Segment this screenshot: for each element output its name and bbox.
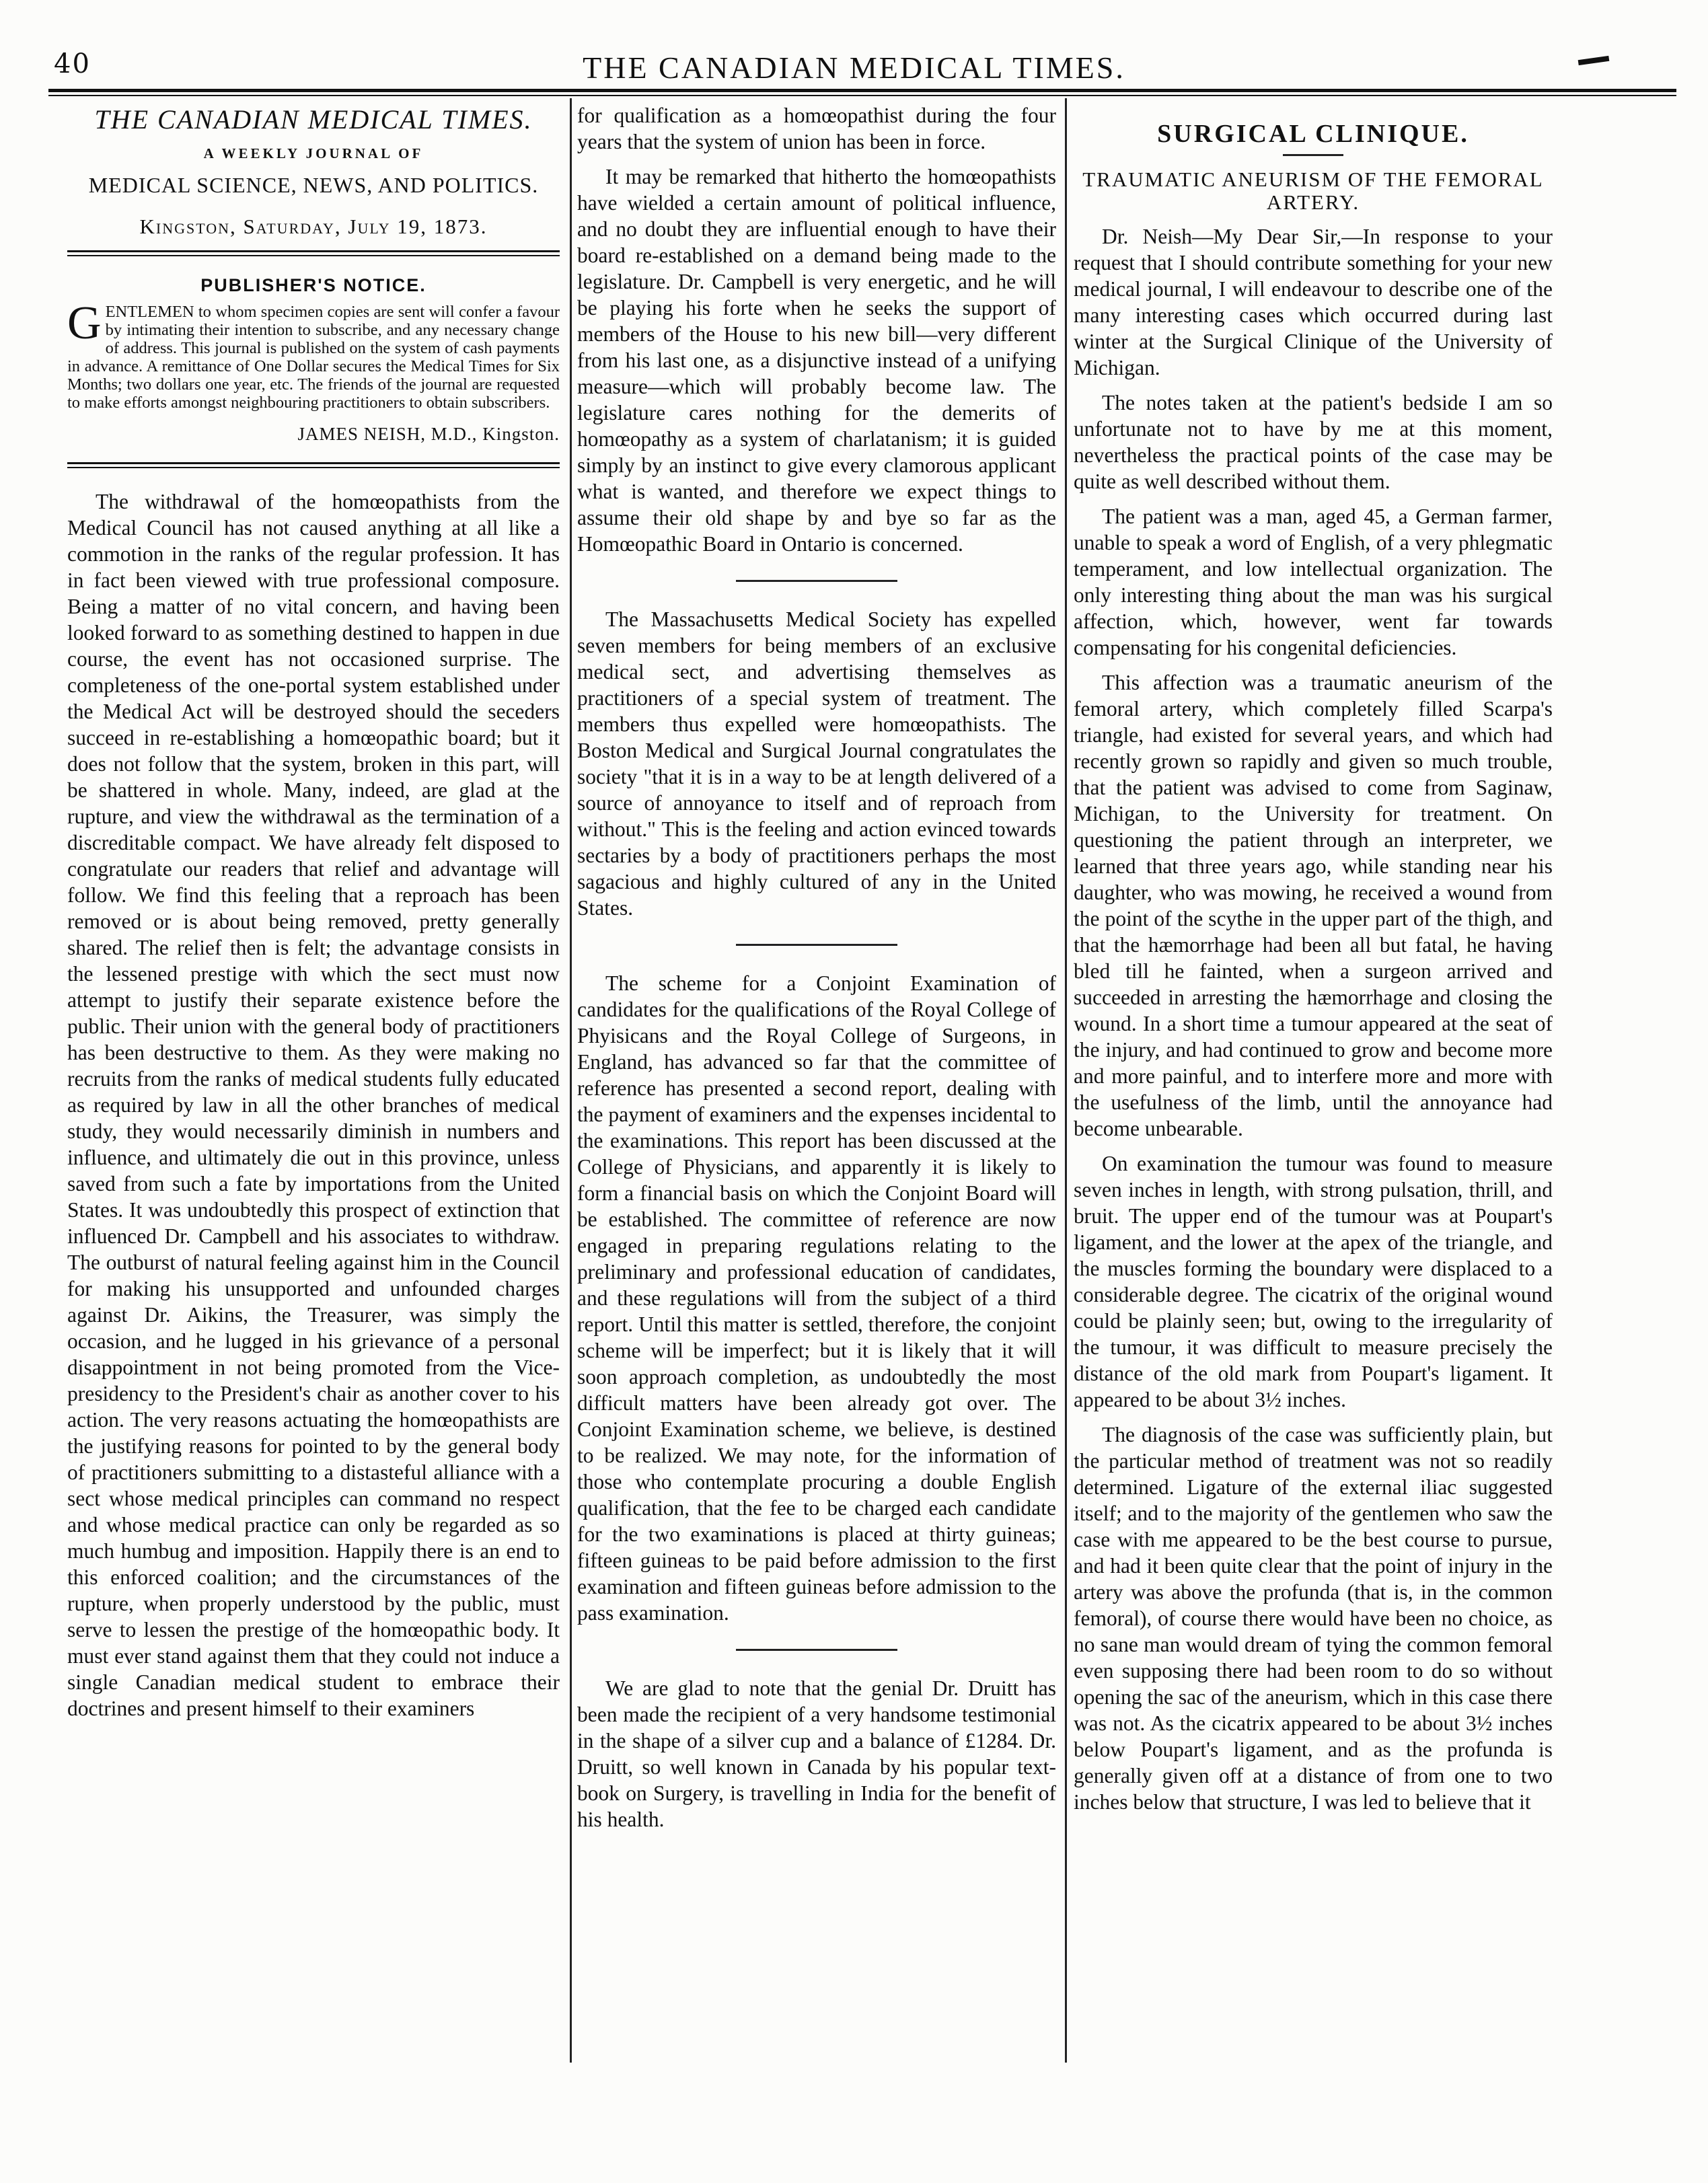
masthead-subtitle: A WEEKLY JOURNAL OF bbox=[203, 145, 424, 161]
section-title-rule bbox=[1283, 154, 1343, 156]
column-1 bbox=[67, 102, 560, 1730]
conjoint-examination-item: The scheme for a Conjoint Examination of candidates for the qualifications of the Royal College of Phyisicans and the Royal College of Surgeons, in England, has advanced so far that the committee of reference has presented a second report, dealing with the payment of examiners and the expenses incidental to the examinations. This report has been discussed at the College of Physicians, and apparently it is likely to form a financial basis on which the Conjoint Board will be established. The committee of reference are now engaged in preparing regulations relating to the preliminary and professional education of candidates, and these regulations will from the subject of a third report. Until this matter is settled, therefore, the conjoint scheme will be imperfect; but it is likely that it will soon approach completion, as undoubtedly the most difficult matters have been already got over. The Conjoint Examination scheme, we believe, is destined to be realized. We may note, for the information of those who contemplate procuring a double English qualification, that the fee to be charged each candidate for the two examinations is placed at thirty guineas; fifteen guineas to be paid before admission to the first examination and fifteen guineas before admission to the pass examination. bbox=[577, 971, 1057, 1625]
article-paragraph: This affection was a traumatic aneurism of the femoral artery, which completely filled Scarpa's triangle, had existed for several years, and which had recently grown so rapidly and given so much trouble, that the patient was advised to come from Saginaw, Michigan, to the University for treatment. On questioning the patient through an interpreter, we learned that three years ago, while standing near his daughter, who was mowing, he received a wound from the point of the scythe in the upper part of the thigh, and that the hæmorrhage had been all but fatal, he having bled till he fainted, when a surgeon arrived and succeeded in arresting the hæmorrhage and closing the wound. In a short time a tumour appeared at the seat of the injury, and had continued to grow and become more and more painful, and to interfere more and more with the usefulness of the limb, until the annoyance had become unbearable. bbox=[1074, 671, 1553, 1140]
article-title: TRAUMATIC ANEURISM OF THE FEMORAL ARTERY. bbox=[1082, 168, 1544, 214]
masthead-rule bbox=[67, 250, 560, 256]
section-title: SURGICAL CLINIQUE. bbox=[1157, 120, 1469, 148]
column-3 bbox=[1074, 102, 1553, 1824]
column-divider-1 bbox=[570, 98, 572, 2063]
masthead-title: THE CANADIAN MEDICAL TIMES. bbox=[94, 104, 533, 135]
notice-body: ENTLEMEN to whom specimen copies are sent will confer a favour by intimating their intention to subscribe, and any necessary change of address. This journal is published on the system of cash payments in advance. A remittance of One Dollar secures the Medical Times for Six Months; two dollars one year, etc. The friends of the journal are requested to make efforts amongst neighbouring practitioners to obtain subscribers. bbox=[67, 303, 560, 412]
editorial-paragraph: It may be remarked that hitherto the homœopathists have wielded a certain amount of political influence, and no doubt they are influential enough to have their board re-established on a demand being made to the legislature. Dr. Campbell is very energetic, and he will be playing his forte when he seeks the support of members of the House to his new bill—very different from his last one, as a disjunctive instead of a unifying measure—which will probably become law. The legislature cares nothing for the demerits of homœopathy as a system of charlatanism; it is guided simply by an instinct to give every clamorous applicant what is wanted, and therefore we expect things to assume their old shape by and bye so far as the Homœopathic Board in Ontario is concerned. bbox=[577, 165, 1056, 556]
column-2 bbox=[577, 102, 1056, 1841]
page-number: 40 bbox=[54, 48, 91, 79]
publisher-notice bbox=[67, 297, 560, 412]
article-paragraph: The patient was a man, aged 45, a German farmer, unable to speak a word of English, of a very phlegmatic temperament, and low intellectual organization. The only interesting thing about the man was his surgical affection, which, however, went far towards compensating for his congenital deficiencies. bbox=[1074, 505, 1553, 659]
column-divider-2 bbox=[1065, 98, 1067, 2063]
notice-rule bbox=[67, 462, 560, 468]
section-rule bbox=[736, 580, 897, 582]
article-paragraph: On examination the tumour was found to measure seven inches in length, with strong pulsation, thrill, and bruit. The upper end of the tumour was at Poupart's ligament, and the lower at the apex of the triangle, and the muscles forming the boundary were displaced to a considerable degree. The cicatrix of the original wound could be plainly seen; but, owing to the irregularity of the tumour, it was difficult to measure precisely the distance of the old mark from Poupart's ligament. It appeared to be about 3½ inches. bbox=[1074, 1152, 1553, 1411]
section-rule bbox=[736, 944, 897, 946]
running-head-title: THE CANADIAN MEDICAL TIMES. bbox=[583, 50, 1125, 85]
notice-title: PUBLISHER'S NOTICE. bbox=[200, 275, 426, 295]
notice-signature: JAMES NEISH, M.D., Kingston. bbox=[297, 424, 560, 444]
editorial-continuation: for qualification as a homœopathist during the four years that the system of union has been in force. bbox=[577, 104, 1056, 153]
editorial-paragraph: The withdrawal of the homœopathists from the Medical Council has not caused anything at all like a commotion in the ranks of the regular profession. It has in fact been viewed with true professional composure. Being a matter of no vital concern, and having been looked forward to as something destined to happen in due course, the event has not occasioned surprise. The completeness of the one-portal system established under the Medical Act will be destroyed should the seceders succeed in re-establishing a homœopathic board; but it does not follow that the system, broken in this part, will be shattered in whole. Many, indeed, are glad at the rupture, and view the withdrawal as the termination of a discreditable compact. We have already felt disposed to congratulate our readers that relief and advantage will follow. We find this feeling that a reproach has been removed or is about being removed, pretty generally shared. The relief then is felt; the advantage consists in the lessened prestige with which the sect must now attempt to justify their separate existence before the public. Their union with the general body of practitioners has been destructive to them. As they were making no recruits from the ranks of medical students fully educated as required by law in all the other branches of medical study, they would necessarily diminish in numbers and influence, and ultimately die out in this province, unless saved from such a fate by importations from the United States. It was undoubtedly this prospect of extinction that influenced Dr. Campbell and his associates to withdraw. The outburst of natural feeling against him in the Council for making his unsupported and unfounded charges against Dr. Aikins, the Treasurer, was simply the occasion, and he lugged in his grievance of a personal disappointment in not being promoted from the Vice-presidency to the President's chair as another cover to his action. The very reasons actuating the homœopathists are the justifying reasons for pointed to by the general body of practitioners submitting to a distasteful alliance with a sect whose medical principles can command no respect and whose medical practice can only be regarded as so much humbug and imposition. Happily there is an end to this enforced coalition; and the circumstances of the rupture, when properly understood by the public, must serve to lessen the prestige of the homœopathic body. It must ever stand against them that they could not induce a single Canadian medical student to embrace their doctrines and present himself to their examiners bbox=[67, 490, 560, 1720]
masthead-dateline: Kingston, Saturday, July 19, 1873. bbox=[139, 215, 488, 238]
article-paragraph: The diagnosis of the case was sufficiently plain, but the particular method of treatment was not so readily determined. Ligature of the external iliac suggested itself; and to the majority of the gentlemen who saw the case with me appeared to be the best course to pursue, and had it been quite clear that the point of injury in the artery was above the profunda (that is, in the common femoral), of course there would have been no choice, as no sane man would dream of tying the common femoral even supposing there had been room to do so without opening the sac of the aneurism, which in this case there was not. As the cicatrix appeared to be about 3½ inches below Poupart's ligament, and as the profunda is generally given off at a distance of from one to two inches below that structure, I was led to believe that it bbox=[1074, 1423, 1553, 1814]
header-rule-thin bbox=[48, 95, 1676, 96]
notice-dropcap: G bbox=[67, 297, 102, 349]
massachusetts-item: The Massachusetts Medical Society has expelled seven members for being members of an exclusive medical sect, and advertising themselves as practitioners of a special system of treatment. The members thus expelled were homœopathists. The Boston Medical and Surgical Journal congratulates the society "that it is in a way to be at length delivered of a source of annoyance to itself and of reproach from without." This is the feeling and action evinced towards sectaries by a body of practitioners perhaps the most sagacious and highly cultured of any in the United States. bbox=[577, 607, 1056, 920]
section-rule bbox=[736, 1649, 897, 1651]
header-rule bbox=[48, 89, 1676, 92]
article-paragraph: Dr. Neish—My Dear Sir,—In response to your request that I should contribute something for your new medical journal, I will endeavour to describe one of the many interesting cases which occurred during last winter at the Surgical Clinique of the University of Michigan. bbox=[1074, 225, 1553, 379]
druitt-item: We are glad to note that the genial Dr. Druitt has been made the recipient of a very handsome testimonial in the shape of a silver cup and a balance of £1284. Dr. Druitt, so well known in Canada by his popular text-book on Surgery, is travelling in India for the benefit of his health. bbox=[577, 1676, 1056, 1831]
masthead-tagline: MEDICAL SCIENCE, NEWS, AND POLITICS. bbox=[88, 173, 539, 197]
article-paragraph: The notes taken at the patient's bedside I am so unfortunate not to have by me at this moment, nevertheless the practical points of the case may be quite as well described without them. bbox=[1074, 391, 1553, 493]
